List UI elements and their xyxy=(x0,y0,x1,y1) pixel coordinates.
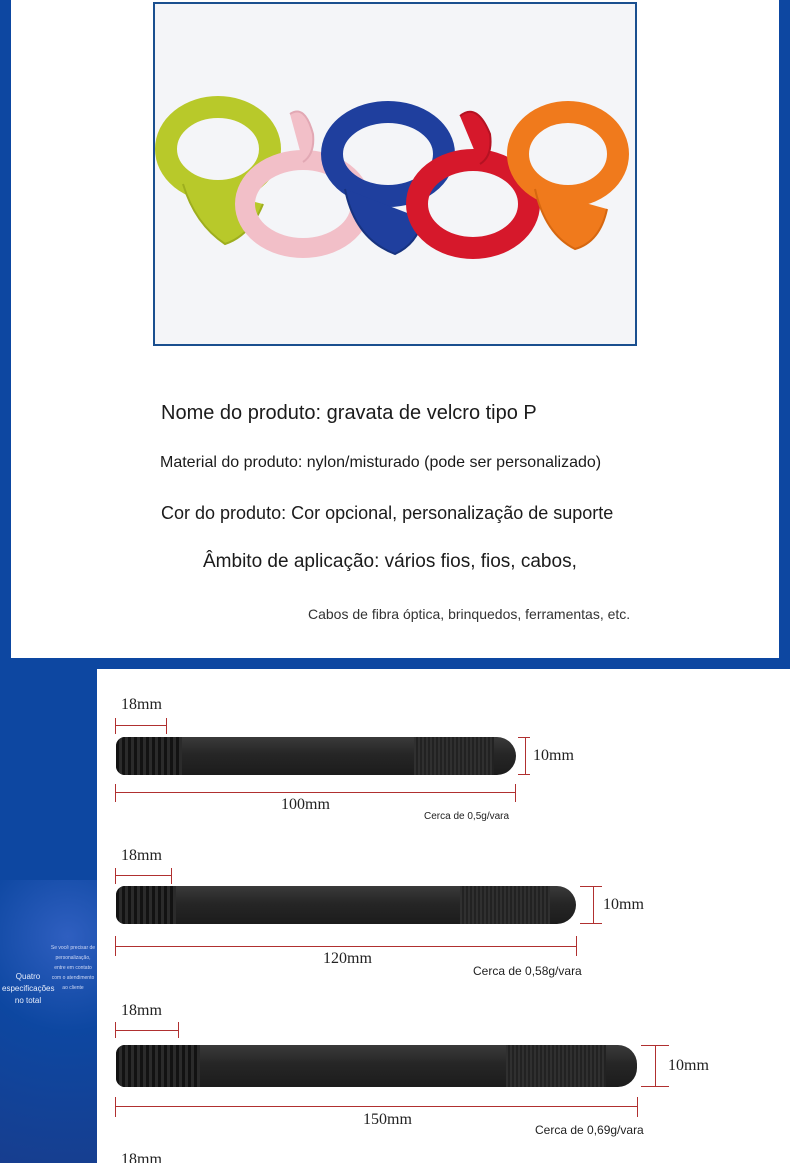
velcro-ties-illustration xyxy=(155,4,635,344)
product-info-panel xyxy=(11,0,779,658)
length-label: 120mm xyxy=(323,950,372,967)
length-dimension-line xyxy=(115,792,516,793)
width-label: 10mm xyxy=(668,1057,709,1074)
application-scope-text: Âmbito de aplicação: vários fios, fios, cabos, xyxy=(203,551,577,572)
velcro-strap-100mm xyxy=(116,737,516,775)
hook-length-label: 18mm xyxy=(121,1002,162,1019)
width-label: 10mm xyxy=(533,747,574,764)
product-name-text: Nome do produto: gravata de velcro tipo P xyxy=(161,402,537,424)
width-dimension-line xyxy=(655,1045,656,1087)
length-label: 150mm xyxy=(363,1111,412,1128)
hook-length-label: 18mm xyxy=(121,1151,162,1163)
product-color-text: Cor do produto: Cor opcional, personalização de suporte xyxy=(161,503,614,523)
weight-label: Cerca de 0,69g/vara xyxy=(535,1123,644,1137)
hook-tick-right xyxy=(166,718,167,734)
width-label: 10mm xyxy=(603,896,644,913)
weight-label: Cerca de 0,5g/vara xyxy=(424,811,510,822)
length-dimension-line xyxy=(115,1106,638,1107)
length-dimension-line xyxy=(115,946,577,947)
product-photo xyxy=(153,2,637,346)
velcro-strap-150mm xyxy=(116,1045,637,1087)
hook-dimension-line xyxy=(115,1030,179,1031)
hook-dimension-line xyxy=(115,725,167,726)
sidebar-spec-count-label: Quatro especificações no total xyxy=(2,972,55,1005)
sidebar-background xyxy=(0,880,97,1163)
sidebar-customization-note: Se você precisar de personalização, entre em contato com o atendimento ao cliente xyxy=(50,945,96,991)
hook-length-label: 18mm xyxy=(121,696,162,713)
width-dimension-line xyxy=(593,886,594,924)
hook-length-label: 18mm xyxy=(121,847,162,864)
velcro-strap-120mm xyxy=(116,886,576,924)
product-material-text: Material do produto: nylon/misturado (pode ser personalizado) xyxy=(160,454,602,471)
length-label: 100mm xyxy=(281,796,330,813)
width-dimension-line xyxy=(525,737,526,775)
weight-label: Cerca de 0,58g/vara xyxy=(473,964,582,978)
application-scope-continued-text: Cabos de fibra óptica, brinquedos, ferramentas, etc. xyxy=(308,606,631,622)
hook-dimension-line xyxy=(115,875,172,876)
hook-tick-left xyxy=(115,718,116,734)
